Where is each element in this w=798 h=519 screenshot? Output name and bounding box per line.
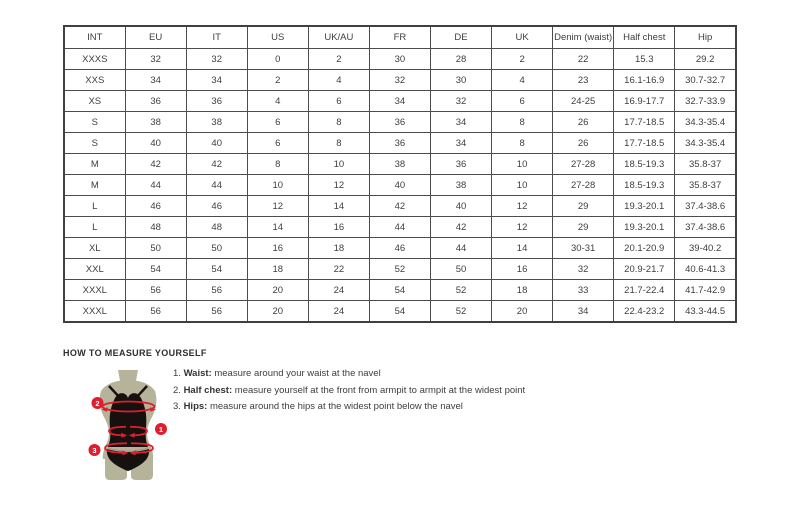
size-value-cell: 42 bbox=[186, 154, 247, 175]
size-value-cell: 54 bbox=[186, 259, 247, 280]
size-value-cell: 34.3-35.4 bbox=[675, 133, 736, 154]
size-value-cell: 52 bbox=[430, 301, 491, 323]
measure-step bbox=[173, 369, 525, 380]
column-header: Denim (waist) bbox=[553, 26, 614, 49]
size-value-cell: 17.7-18.5 bbox=[614, 112, 675, 133]
size-value-cell: 34 bbox=[430, 133, 491, 154]
column-header: IT bbox=[186, 26, 247, 49]
size-label-cell: L bbox=[64, 196, 125, 217]
size-value-cell: 39-40.2 bbox=[675, 238, 736, 259]
size-value-cell: 14 bbox=[247, 217, 308, 238]
step-term: Waist: bbox=[183, 368, 212, 379]
table-row bbox=[64, 175, 736, 196]
column-header: Hip bbox=[675, 26, 736, 49]
size-value-cell: 46 bbox=[369, 238, 430, 259]
size-value-cell: 50 bbox=[430, 259, 491, 280]
size-value-cell: 35.8-37 bbox=[675, 175, 736, 196]
size-value-cell: 36 bbox=[369, 133, 430, 154]
waist-badge-label: 1 bbox=[158, 424, 164, 434]
table-row bbox=[64, 91, 736, 112]
size-value-cell: 32 bbox=[125, 49, 186, 70]
size-value-cell: 43.3-44.5 bbox=[675, 301, 736, 323]
size-value-cell: 38 bbox=[369, 154, 430, 175]
measure-steps-list bbox=[173, 369, 525, 419]
size-value-cell: 41.7-42.9 bbox=[675, 280, 736, 301]
column-header: US bbox=[247, 26, 308, 49]
size-value-cell: 8 bbox=[308, 112, 369, 133]
size-value-cell: 18.5-19.3 bbox=[614, 175, 675, 196]
size-value-cell: 54 bbox=[125, 259, 186, 280]
size-value-cell: 20.1-20.9 bbox=[614, 238, 675, 259]
table-row bbox=[64, 301, 736, 323]
size-value-cell: 17.7-18.5 bbox=[614, 133, 675, 154]
size-value-cell: 18 bbox=[308, 238, 369, 259]
size-value-cell: 40.6-41.3 bbox=[675, 259, 736, 280]
size-label-cell: XL bbox=[64, 238, 125, 259]
size-value-cell: 29 bbox=[553, 217, 614, 238]
size-value-cell: 10 bbox=[308, 154, 369, 175]
size-value-cell: 6 bbox=[308, 91, 369, 112]
size-value-cell: 28 bbox=[430, 49, 491, 70]
size-value-cell: 29.2 bbox=[675, 49, 736, 70]
size-value-cell: 38 bbox=[125, 112, 186, 133]
size-value-cell: 48 bbox=[125, 217, 186, 238]
column-header: FR bbox=[369, 26, 430, 49]
size-value-cell: 26 bbox=[553, 133, 614, 154]
size-label-cell: XXXL bbox=[64, 280, 125, 301]
table-row bbox=[64, 133, 736, 154]
size-value-cell: 52 bbox=[369, 259, 430, 280]
size-value-cell: 37.4-38.6 bbox=[675, 217, 736, 238]
size-chart-table bbox=[63, 25, 737, 323]
table-row bbox=[64, 280, 736, 301]
table-row bbox=[64, 112, 736, 133]
size-value-cell: 20 bbox=[247, 280, 308, 301]
size-value-cell: 32 bbox=[186, 49, 247, 70]
size-value-cell: 8 bbox=[247, 154, 308, 175]
header-row bbox=[64, 26, 736, 49]
size-value-cell: 35.8-37 bbox=[675, 154, 736, 175]
size-value-cell: 22 bbox=[553, 49, 614, 70]
size-value-cell: 23 bbox=[553, 70, 614, 91]
table-row bbox=[64, 154, 736, 175]
size-chart-header bbox=[64, 26, 736, 49]
size-value-cell: 19.3-20.1 bbox=[614, 196, 675, 217]
size-value-cell: 8 bbox=[492, 112, 553, 133]
size-value-cell: 54 bbox=[369, 301, 430, 323]
size-value-cell: 46 bbox=[125, 196, 186, 217]
size-label-cell: S bbox=[64, 133, 125, 154]
size-value-cell: 2 bbox=[247, 70, 308, 91]
size-value-cell: 44 bbox=[186, 175, 247, 196]
step-description: measure yourself at the front from armpit to armpit at the widest point bbox=[232, 384, 526, 396]
size-value-cell: 40 bbox=[186, 133, 247, 154]
size-value-cell: 54 bbox=[369, 280, 430, 301]
step-number: 3. bbox=[173, 401, 184, 412]
table-row bbox=[64, 259, 736, 280]
size-value-cell: 30 bbox=[369, 49, 430, 70]
size-value-cell: 18 bbox=[247, 259, 308, 280]
column-header: EU bbox=[125, 26, 186, 49]
half-chest-badge-label: 2 bbox=[95, 398, 100, 408]
size-value-cell: 36 bbox=[369, 112, 430, 133]
size-value-cell: 6 bbox=[492, 91, 553, 112]
size-value-cell: 10 bbox=[247, 175, 308, 196]
size-value-cell: 38 bbox=[430, 175, 491, 196]
size-label-cell: XXXS bbox=[64, 49, 125, 70]
size-value-cell: 12 bbox=[492, 196, 553, 217]
column-header: UK/AU bbox=[308, 26, 369, 49]
size-value-cell: 32 bbox=[430, 91, 491, 112]
size-value-cell: 22.4-23.2 bbox=[614, 301, 675, 323]
step-number: 1. bbox=[173, 368, 184, 379]
size-value-cell: 20 bbox=[492, 301, 553, 323]
size-value-cell: 15.3 bbox=[614, 49, 675, 70]
size-value-cell: 16 bbox=[247, 238, 308, 259]
size-value-cell: 34 bbox=[430, 112, 491, 133]
measure-step bbox=[173, 402, 525, 413]
size-label-cell: XXL bbox=[64, 259, 125, 280]
size-value-cell: 8 bbox=[308, 133, 369, 154]
size-value-cell: 18.5-19.3 bbox=[614, 154, 675, 175]
size-value-cell: 50 bbox=[186, 238, 247, 259]
size-value-cell: 34 bbox=[553, 301, 614, 323]
table-row bbox=[64, 70, 736, 91]
column-header: Half chest bbox=[614, 26, 675, 49]
size-value-cell: 33 bbox=[553, 280, 614, 301]
size-value-cell: 16 bbox=[308, 217, 369, 238]
size-value-cell: 8 bbox=[492, 133, 553, 154]
size-value-cell: 4 bbox=[492, 70, 553, 91]
size-value-cell: 12 bbox=[492, 217, 553, 238]
column-header: INT bbox=[64, 26, 125, 49]
size-value-cell: 30 bbox=[430, 70, 491, 91]
size-value-cell: 42 bbox=[125, 154, 186, 175]
step-number: 2. bbox=[173, 384, 184, 396]
measure-step bbox=[173, 386, 525, 397]
size-value-cell: 27-28 bbox=[553, 154, 614, 175]
size-value-cell: 4 bbox=[308, 70, 369, 91]
step-term: Hips: bbox=[183, 401, 208, 412]
size-value-cell: 6 bbox=[247, 133, 308, 154]
size-label-cell: S bbox=[64, 112, 125, 133]
size-value-cell: 56 bbox=[125, 301, 186, 323]
column-header: UK bbox=[492, 26, 553, 49]
size-label-cell: XXS bbox=[64, 70, 125, 91]
table-row bbox=[64, 196, 736, 217]
size-value-cell: 2 bbox=[308, 49, 369, 70]
measurement-figure bbox=[88, 367, 168, 483]
step-term: Half chest: bbox=[183, 384, 233, 396]
size-value-cell: 56 bbox=[125, 280, 186, 301]
size-value-cell: 32.7-33.9 bbox=[675, 91, 736, 112]
size-value-cell: 40 bbox=[369, 175, 430, 196]
size-value-cell: 29 bbox=[553, 196, 614, 217]
size-value-cell: 26 bbox=[553, 112, 614, 133]
size-value-cell: 42 bbox=[369, 196, 430, 217]
size-value-cell: 12 bbox=[247, 196, 308, 217]
table-row bbox=[64, 49, 736, 70]
size-label-cell: XS bbox=[64, 91, 125, 112]
size-label-cell: L bbox=[64, 217, 125, 238]
size-value-cell: 50 bbox=[125, 238, 186, 259]
step-description: measure around your waist at the navel bbox=[211, 368, 381, 379]
size-value-cell: 34 bbox=[369, 91, 430, 112]
size-value-cell: 21.7-22.4 bbox=[614, 280, 675, 301]
size-value-cell: 20 bbox=[247, 301, 308, 323]
size-value-cell: 46 bbox=[186, 196, 247, 217]
size-value-cell: 40 bbox=[430, 196, 491, 217]
size-value-cell: 22 bbox=[308, 259, 369, 280]
size-value-cell: 18 bbox=[492, 280, 553, 301]
size-value-cell: 32 bbox=[369, 70, 430, 91]
size-value-cell: 24-25 bbox=[553, 91, 614, 112]
size-value-cell: 6 bbox=[247, 112, 308, 133]
size-value-cell: 56 bbox=[186, 280, 247, 301]
size-value-cell: 10 bbox=[492, 175, 553, 196]
hips-badge-label: 3 bbox=[92, 445, 97, 455]
size-value-cell: 10 bbox=[492, 154, 553, 175]
size-value-cell: 20.9-21.7 bbox=[614, 259, 675, 280]
size-value-cell: 37.4-38.6 bbox=[675, 196, 736, 217]
size-value-cell: 16.9-17.7 bbox=[614, 91, 675, 112]
size-value-cell: 52 bbox=[430, 280, 491, 301]
size-value-cell: 24 bbox=[308, 280, 369, 301]
size-value-cell: 44 bbox=[369, 217, 430, 238]
size-value-cell: 16.1-16.9 bbox=[614, 70, 675, 91]
size-value-cell: 44 bbox=[430, 238, 491, 259]
size-value-cell: 32 bbox=[553, 259, 614, 280]
size-value-cell: 4 bbox=[247, 91, 308, 112]
section-heading: HOW TO MEASURE YOURSELF bbox=[63, 348, 207, 358]
size-value-cell: 36 bbox=[430, 154, 491, 175]
size-value-cell: 12 bbox=[308, 175, 369, 196]
size-value-cell: 16 bbox=[492, 259, 553, 280]
size-value-cell: 34.3-35.4 bbox=[675, 112, 736, 133]
size-value-cell: 27-28 bbox=[553, 175, 614, 196]
table-row bbox=[64, 217, 736, 238]
size-value-cell: 38 bbox=[186, 112, 247, 133]
size-value-cell: 30-31 bbox=[553, 238, 614, 259]
size-value-cell: 34 bbox=[125, 70, 186, 91]
column-header: DE bbox=[430, 26, 491, 49]
step-description: measure around the hips at the widest point below the navel bbox=[207, 401, 463, 412]
table-row bbox=[64, 238, 736, 259]
size-label-cell: M bbox=[64, 175, 125, 196]
size-value-cell: 36 bbox=[186, 91, 247, 112]
size-value-cell: 36 bbox=[125, 91, 186, 112]
size-value-cell: 0 bbox=[247, 49, 308, 70]
size-value-cell: 30.7-32.7 bbox=[675, 70, 736, 91]
size-value-cell: 42 bbox=[430, 217, 491, 238]
size-value-cell: 24 bbox=[308, 301, 369, 323]
size-value-cell: 19.3-20.1 bbox=[614, 217, 675, 238]
size-chart-body bbox=[64, 49, 736, 323]
size-value-cell: 14 bbox=[492, 238, 553, 259]
size-value-cell: 44 bbox=[125, 175, 186, 196]
size-label-cell: M bbox=[64, 154, 125, 175]
size-value-cell: 40 bbox=[125, 133, 186, 154]
mannequin-neck bbox=[118, 370, 138, 381]
size-value-cell: 34 bbox=[186, 70, 247, 91]
size-value-cell: 56 bbox=[186, 301, 247, 323]
size-label-cell: XXXL bbox=[64, 301, 125, 323]
size-value-cell: 14 bbox=[308, 196, 369, 217]
size-value-cell: 2 bbox=[492, 49, 553, 70]
size-value-cell: 48 bbox=[186, 217, 247, 238]
